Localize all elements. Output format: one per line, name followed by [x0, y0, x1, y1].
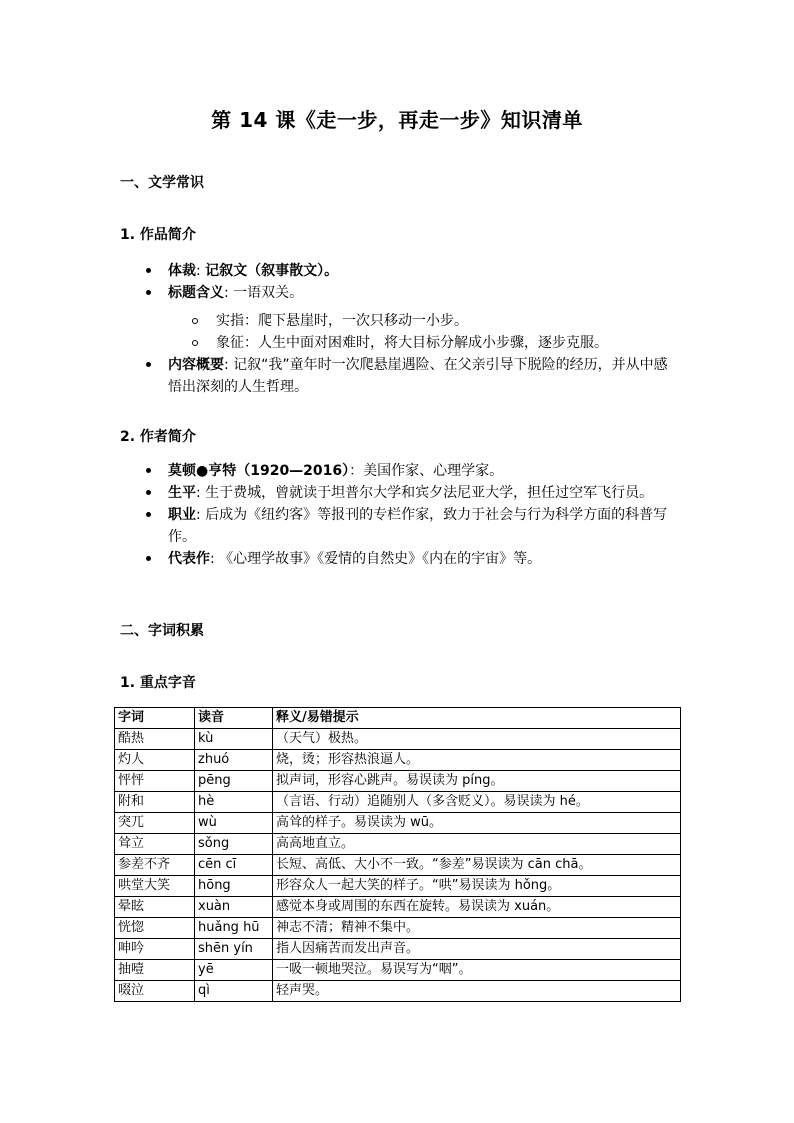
cell-pinyin: hōng [195, 876, 273, 897]
column-header: 释义/易错提示 [273, 708, 681, 729]
cell-pinyin: pēng [195, 771, 273, 792]
list-item-profession [168, 504, 668, 548]
cell-pinyin: huǎng hū [195, 918, 273, 939]
item-sep: : [224, 285, 234, 301]
cell-note: 烧，烫；形容热浪逼人。 [273, 750, 681, 771]
cell-pinyin: wù [195, 813, 273, 834]
table-row [115, 918, 681, 939]
cell-note: 一吸一顿地哭泣。易误写为“咽”。 [273, 960, 681, 981]
cell-pinyin: kù [195, 729, 273, 750]
cell-note: 轻声哭。 [273, 981, 681, 1002]
list-item-title-meaning [168, 282, 668, 304]
cell-note: 高高地直立。 [273, 834, 681, 855]
list-item-works [168, 548, 668, 570]
page-title: 第 14 课《走一步，再走一步》知识清单 [211, 108, 583, 132]
item-sep: ： [349, 463, 364, 479]
item-key: 体裁 [168, 263, 196, 279]
table-row [115, 855, 681, 876]
cell-note: 指人因痛苦而发出声音。 [273, 939, 681, 960]
cell-word: 晕眩 [115, 897, 195, 918]
table-row [115, 834, 681, 855]
table-row [115, 876, 681, 897]
list-item-author-name [168, 460, 668, 482]
table-row [115, 897, 681, 918]
cell-word: 哄堂大笑 [115, 876, 195, 897]
cell-note: （言语、行动）追随别人（多含贬义）。易误读为 hé。 [273, 792, 681, 813]
sub-item-literal: 实指：爬下悬崖时，一次只移动一小步。 [216, 310, 668, 332]
sub-list-wrapper [168, 310, 668, 354]
column-header: 字词 [115, 708, 195, 729]
cell-note: 拟声词，形容心跳声。易误读为 píng。 [273, 771, 681, 792]
title-meaning-sublist [168, 310, 668, 354]
table-row [115, 960, 681, 981]
table-row [115, 981, 681, 1002]
table-row [115, 813, 681, 834]
cell-pinyin: sǒng [195, 834, 273, 855]
pronunciation-table [114, 707, 681, 1002]
item-sep: : [210, 551, 220, 567]
list-item-summary [168, 354, 668, 398]
table-row [115, 792, 681, 813]
item-key: 职业 [168, 507, 196, 523]
cell-word: 呻吟 [115, 939, 195, 960]
section-heading-literature: 一、文学常识 [120, 175, 204, 191]
item-key: 代表作 [168, 551, 210, 567]
column-header: 读音 [195, 708, 273, 729]
cell-word: 啜泣 [115, 981, 195, 1002]
list-item-biography [168, 482, 668, 504]
cell-word: 附和 [115, 792, 195, 813]
item-text: 《心理学故事》《爱情的自然史》《内在的宇宙》等。 [219, 551, 542, 567]
author-intro-list [168, 460, 668, 570]
cell-note: （天气）极热。 [273, 729, 681, 750]
item-sep: : [196, 485, 206, 501]
cell-note: 长短、高低、大小不一致。“参差”易误读为 cān chā。 [273, 855, 681, 876]
item-text: 记叙文（叙事散文）。 [205, 263, 339, 279]
item-text: 美国作家、心理学家。 [363, 463, 504, 479]
item-sep: : [224, 357, 234, 373]
table-row [115, 939, 681, 960]
list-item-genre [168, 260, 668, 282]
cell-note: 形容众人一起大笑的样子。“哄”易误读为 hǒng。 [273, 876, 681, 897]
item-sep: : [196, 507, 206, 523]
cell-pinyin: yē [195, 960, 273, 981]
cell-note: 高耸的样子。易误读为 wū。 [273, 813, 681, 834]
item-text: 生于费城，曾就读于坦普尔大学和宾夕法尼亚大学，担任过空军飞行员。 [205, 485, 654, 501]
item-key: 生平 [168, 485, 196, 501]
cell-note: 神志不清；精神不集中。 [273, 918, 681, 939]
item-text: 记叙“我”童年时一次爬悬崖遇险、在父亲引导下脱险的经历，并从中感悟出深刻的人生哲理。 [168, 357, 668, 395]
subsection-heading-pronunciation: 1. 重点字音 [120, 675, 196, 691]
cell-word: 参差不齐 [115, 855, 195, 876]
sub-item-symbolic: 象征：人生中面对困难时，将大目标分解成小步骤，逐步克服。 [216, 332, 668, 354]
work-intro-list [168, 260, 668, 398]
subsection-heading-author-intro: 2. 作者简介 [120, 429, 196, 445]
subsection-heading-work-intro: 1. 作品简介 [120, 227, 196, 243]
table-header-row [115, 708, 681, 729]
cell-word: 怦怦 [115, 771, 195, 792]
item-key: 标题含义 [168, 285, 224, 301]
cell-word: 灼人 [115, 750, 195, 771]
item-text: 一语双关。 [233, 285, 304, 301]
cell-pinyin: qì [195, 981, 273, 1002]
cell-pinyin: shēn yín [195, 939, 273, 960]
table-row [115, 750, 681, 771]
cell-note: 感觉本身或周围的东西在旋转。易误读为 xuán。 [273, 897, 681, 918]
item-sep: : [196, 263, 206, 279]
cell-word: 突兀 [115, 813, 195, 834]
cell-word: 抽噎 [115, 960, 195, 981]
cell-pinyin: cēn cī [195, 855, 273, 876]
cell-word: 恍惚 [115, 918, 195, 939]
table-row [115, 729, 681, 750]
item-key: 内容概要 [168, 357, 224, 373]
section-heading-vocabulary: 二、字词积累 [120, 623, 204, 639]
item-key: 莫顿●亨特（1920—2016） [168, 463, 350, 479]
cell-word: 酷热 [115, 729, 195, 750]
cell-pinyin: zhuó [195, 750, 273, 771]
cell-pinyin: hè [195, 792, 273, 813]
table-row [115, 771, 681, 792]
cell-word: 耸立 [115, 834, 195, 855]
cell-pinyin: xuàn [195, 897, 273, 918]
item-text: 后成为《纽约客》等报刊的专栏作家，致力于社会与行为科学方面的科普写作。 [168, 507, 668, 545]
